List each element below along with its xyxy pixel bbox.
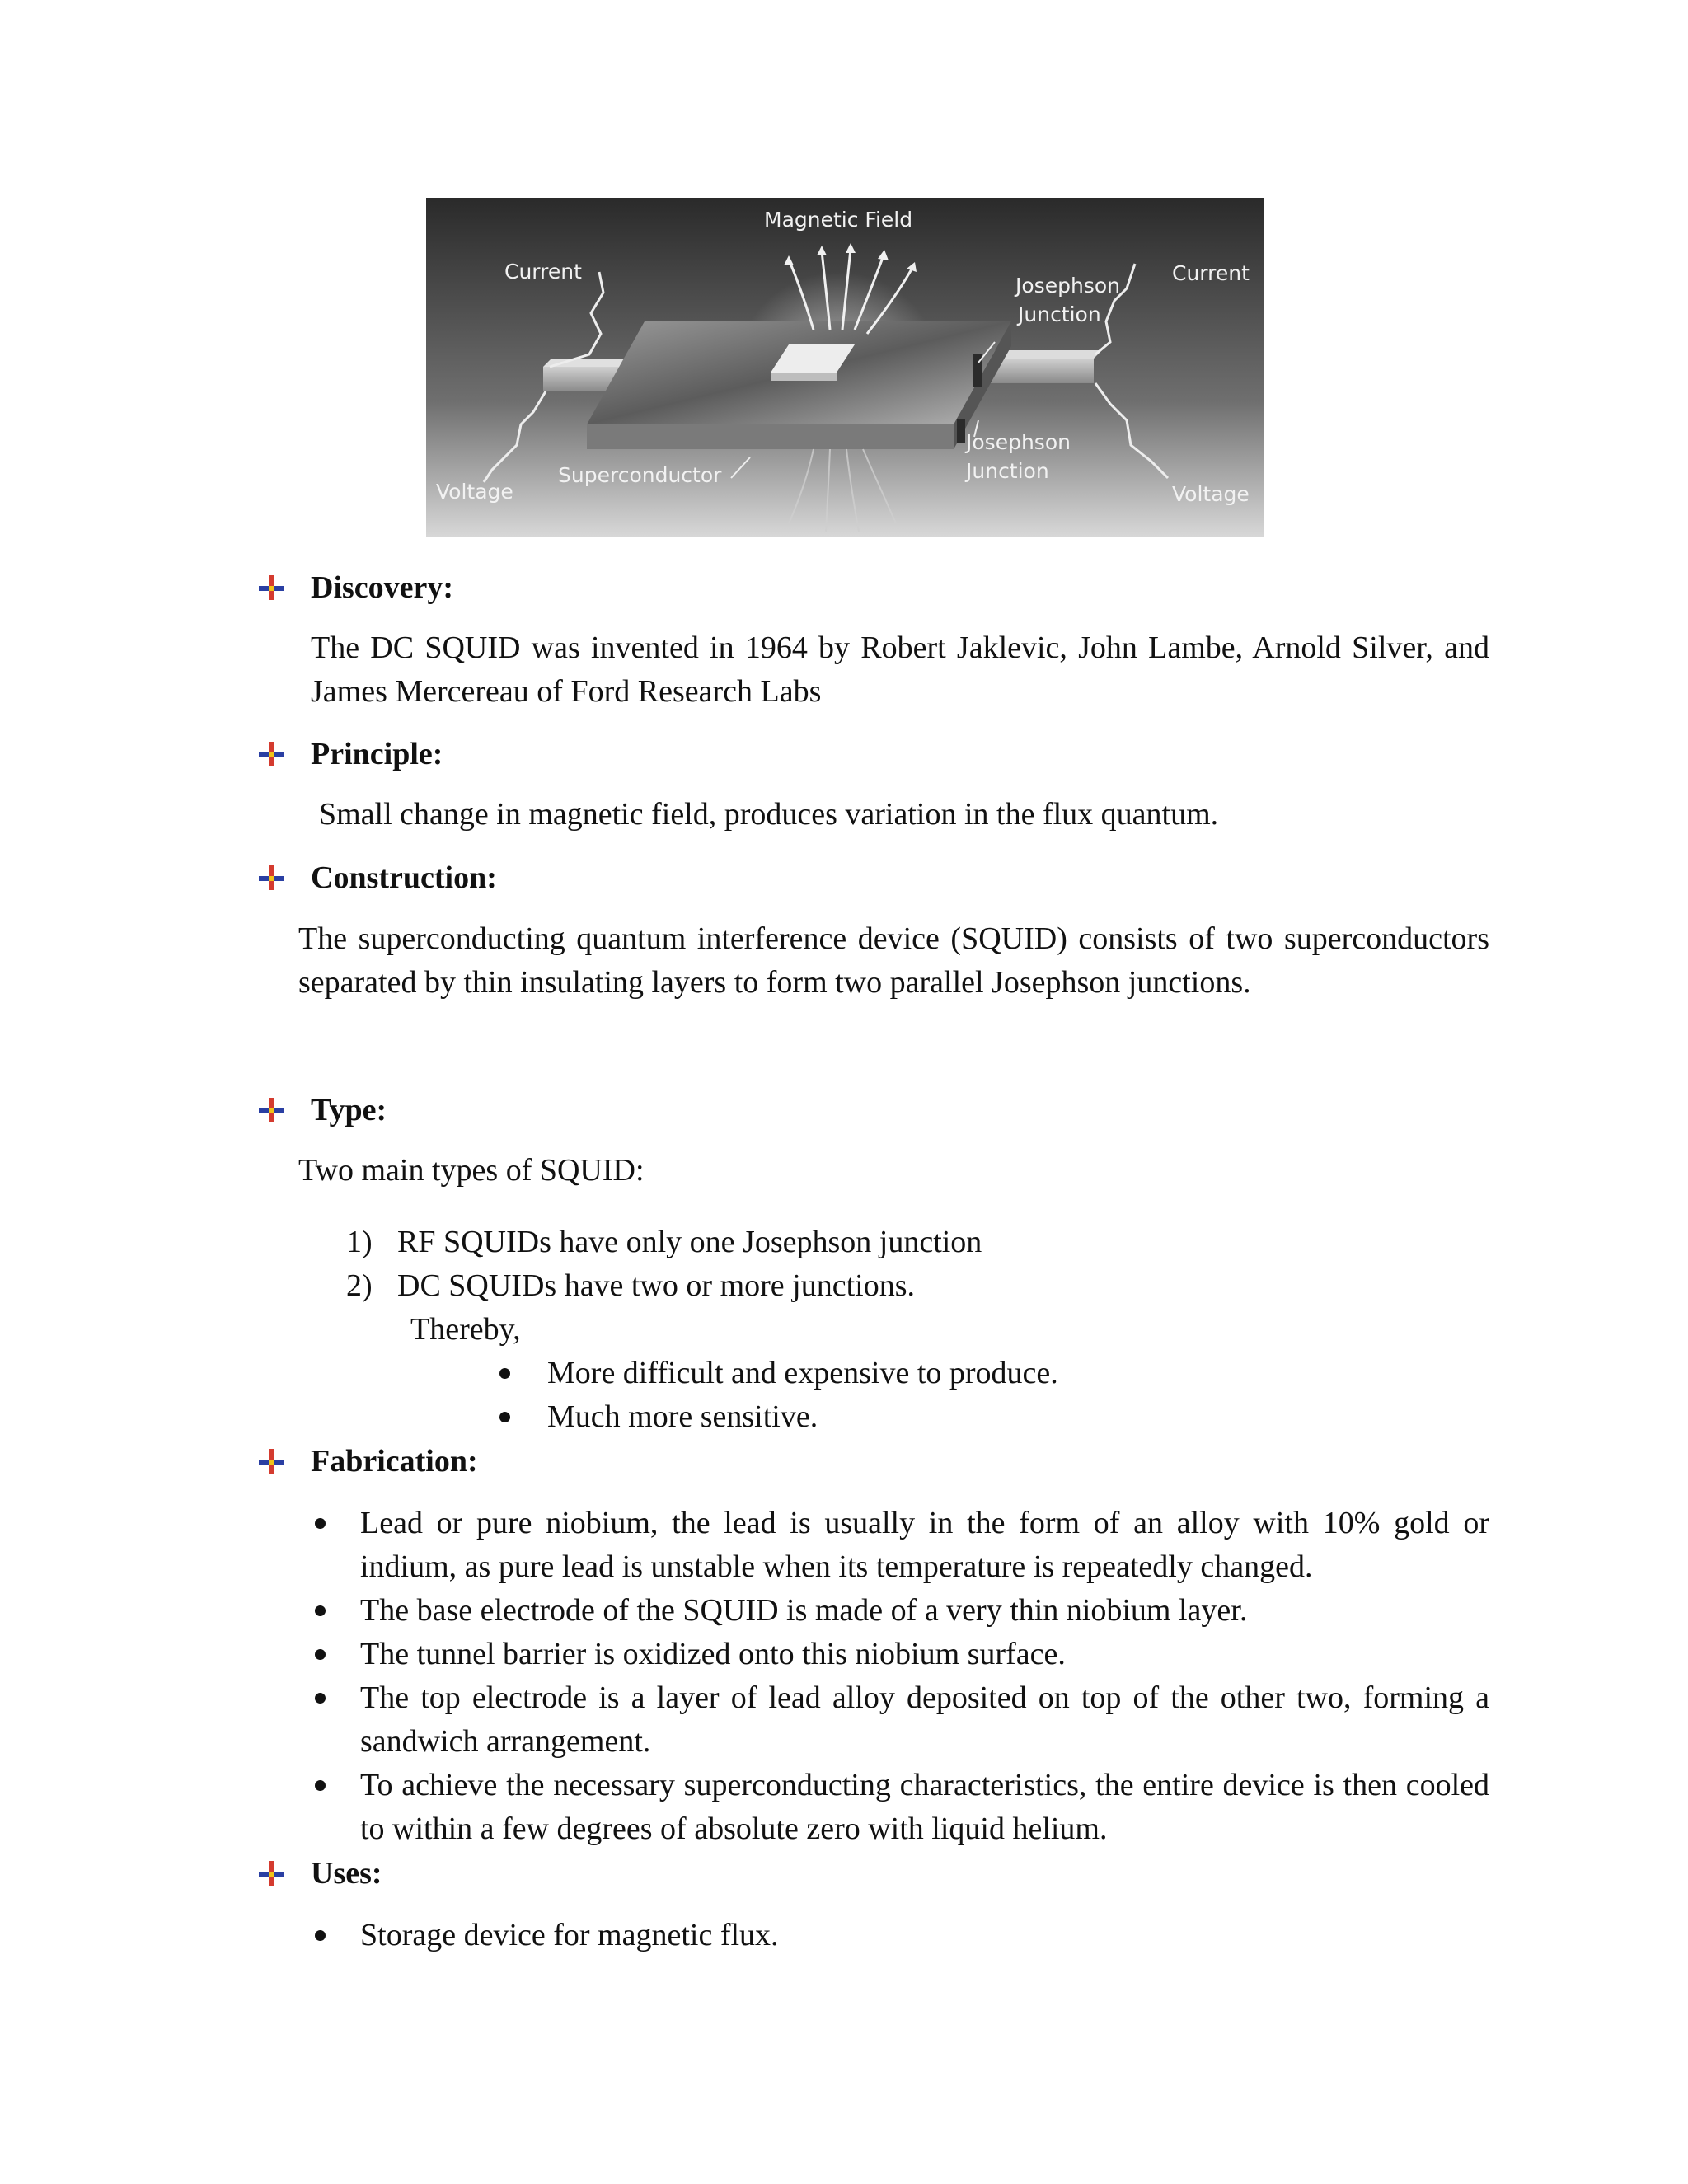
- label-current-left: Current: [504, 260, 582, 284]
- fabrication-bullet: Lead or pure niobium, the lead is usually in the form of an alloy with 10% gold or indium, as pure lead is unstable when its temperature is repeatedly changed.: [360, 1506, 1489, 1584]
- bullet-dot: [315, 1518, 326, 1529]
- section-marker-icon: [257, 1447, 285, 1475]
- fabrication-bullet: The base electrode of the SQUID is made of a very thin niobium layer.: [360, 1593, 1248, 1628]
- uses-bullet: Storage device for magnetic flux.: [360, 1918, 779, 1952]
- label-josephson-bottom-2: Junction: [966, 459, 1049, 483]
- section-marker-icon: [257, 574, 285, 602]
- discovery-heading: Discovery:: [311, 570, 454, 605]
- superconductor-ring: [587, 321, 1011, 449]
- label-voltage-right: Voltage: [1172, 482, 1250, 506]
- principle-heading: Principle:: [311, 737, 443, 771]
- josephson-junction-mark-bottom: [957, 419, 965, 443]
- fabrication-bullet: The tunnel barrier is oxidized onto this niobium surface.: [360, 1637, 1066, 1671]
- bullet-dot: [315, 1649, 326, 1660]
- fabrication-heading: Fabrication:: [311, 1444, 478, 1479]
- construction-text: The superconducting quantum interference device (SQUID) consists of two superconductors separated by thin insulating layers to form two parallel Josephson junctions.: [298, 921, 1489, 1000]
- discovery-text: The DC SQUID was invented in 1964 by Robert Jaklevic, John Lambe, Arnold Silver, and James Mercereau of Ford Research Labs: [311, 630, 1489, 709]
- type-intro: Two main types of SQUID:: [298, 1153, 645, 1188]
- type-item-text: RF SQUIDs have only one Josephson junction: [397, 1225, 982, 1259]
- type-item-text: DC SQUIDs have two or more junctions.: [397, 1268, 915, 1303]
- fabrication-bullet: To achieve the necessary superconducting characteristics, the entire device is then cooled to within a few degrees of absolute zero with liquid helium.: [360, 1768, 1489, 1846]
- fabrication-bullet: The top electrode is a layer of lead alloy deposited on top of the other two, forming a sandwich arrangement.: [360, 1680, 1489, 1759]
- type-item-number: 1): [346, 1225, 373, 1259]
- bullet-dot: [315, 1780, 326, 1791]
- bullet-dot: [499, 1368, 510, 1379]
- label-josephson-bottom-1: Josephson: [966, 430, 1071, 454]
- section-marker-icon: [257, 1859, 285, 1887]
- uses-heading: Uses:: [311, 1856, 382, 1891]
- section-marker-icon: [257, 740, 285, 768]
- section-marker-icon: [257, 864, 285, 892]
- section-marker-icon: [257, 1096, 285, 1124]
- label-current-right: Current: [1172, 261, 1250, 285]
- label-magnetic-field: Magnetic Field: [764, 208, 913, 232]
- type-sub-bullet: More difficult and expensive to produce.: [547, 1356, 1058, 1390]
- bullet-dot: [315, 1930, 326, 1941]
- bullet-dot: [499, 1412, 510, 1422]
- label-superconductor: Superconductor: [558, 463, 722, 487]
- bullet-dot: [315, 1693, 326, 1704]
- type-item-number: 2): [346, 1268, 373, 1303]
- label-josephson-top-2: Junction: [1018, 302, 1101, 326]
- label-voltage-left: Voltage: [436, 480, 513, 504]
- type-sub-bullet: Much more sensitive.: [547, 1399, 818, 1434]
- bullet-dot: [315, 1605, 326, 1616]
- squid-diagram: [426, 198, 1264, 537]
- principle-text: Small change in magnetic field, produces variation in the flux quantum.: [319, 797, 1219, 832]
- label-josephson-top-1: Josephson: [1015, 274, 1120, 298]
- construction-heading: Construction:: [311, 860, 497, 895]
- type-thereby: Thereby,: [410, 1312, 521, 1347]
- type-heading: Type:: [311, 1093, 387, 1127]
